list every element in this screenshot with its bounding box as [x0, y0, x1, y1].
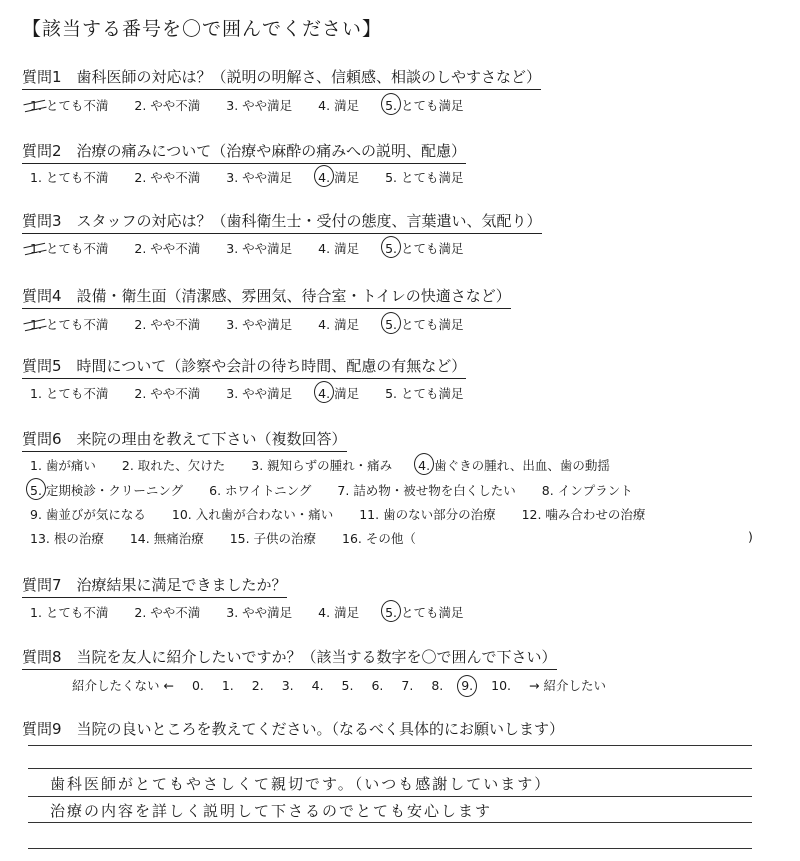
q8-number-7[interactable]: 7.	[401, 678, 414, 693]
handwritten-answer-line-2: 治療の内容を詳しく説明して下さるのでとても安心します	[50, 802, 493, 820]
q8-number-3[interactable]: 3.	[281, 678, 294, 693]
question-7-options	[30, 603, 485, 621]
q7-option-1[interactable]: 1. とても不満	[30, 605, 109, 620]
q8-number-4[interactable]: 4.	[311, 678, 324, 693]
q4-option-5[interactable]: 5. とても満足	[385, 317, 464, 332]
q1-option-2[interactable]: 2. やや不満	[134, 98, 201, 113]
q6-option-13[interactable]: 13. 根の治療	[30, 531, 104, 546]
q5-option-5[interactable]: 5. とても満足	[385, 386, 464, 401]
q6-option-3[interactable]: 3. 親知らずの腫れ・痛み	[251, 458, 393, 473]
q2-option-3[interactable]: 3. やや満足	[226, 170, 293, 185]
q5-option-3[interactable]: 3. やや満足	[226, 386, 293, 401]
question-6-label: 質問6 来院の理由を教えて下さい（複数回答）	[22, 428, 347, 452]
question-2-options	[30, 168, 485, 186]
q6-option-7[interactable]: 7. 詰め物・被せ物を白くしたい	[337, 483, 516, 498]
q8-number-1[interactable]: 1.	[221, 678, 234, 693]
q3-option-3[interactable]: 3. やや満足	[226, 241, 293, 256]
q6-option-10[interactable]: 10. 入れ歯が合わない・痛い	[171, 507, 334, 522]
q1-option-1[interactable]: 1. とても不満	[30, 98, 109, 113]
q6-option-14[interactable]: 14. 無痛治療	[129, 531, 204, 546]
q6-option-15[interactable]: 15. 子供の治療	[229, 531, 317, 546]
q4-option-4[interactable]: 4. 満足	[318, 317, 360, 332]
answer-line-5	[28, 848, 752, 849]
q6-row-3	[30, 505, 667, 523]
question-1-options	[30, 96, 485, 114]
q6-option-11[interactable]: 11. 歯のない部分の治療	[359, 507, 496, 522]
q5-option-2[interactable]: 2. やや不満	[134, 386, 201, 401]
q8-left-label: 紹介したくない ←	[72, 678, 174, 693]
q1-option-3[interactable]: 3. やや満足	[226, 98, 293, 113]
q6-option-8[interactable]: 8. インプラント	[541, 483, 633, 498]
q8-right-label: → 紹介したい	[529, 678, 606, 693]
q4-option-3[interactable]: 3. やや満足	[226, 317, 293, 332]
question-4-options	[30, 315, 485, 333]
question-4-label: 質問4 設備・衛生面（清潔感、雰囲気、待合室・トイレの快適さなど）	[22, 285, 511, 309]
question-9-label: 質問9 当院の良いところを教えてください。（なるべく具体的にお願いします）	[22, 720, 565, 738]
question-5-options	[30, 384, 485, 402]
q6-option-1[interactable]: 1. 歯が痛い	[30, 458, 96, 473]
q6-row-1	[30, 456, 632, 474]
q2-option-5[interactable]: 5. とても満足	[385, 170, 464, 185]
q2-option-2[interactable]: 2. やや不満	[134, 170, 201, 185]
q8-scale	[72, 676, 620, 694]
q5-option-1[interactable]: 1. とても不満	[30, 386, 109, 401]
handwritten-answer-line-1: 歯科医師がとてもやさしくて親切です。（いつも感謝しています）	[50, 775, 552, 793]
q2-option-4[interactable]: 4. 満足	[318, 170, 360, 185]
q2-option-1[interactable]: 1. とても不満	[30, 170, 109, 185]
q6-option-5[interactable]: 5. 定期検診・クリーニング	[30, 483, 184, 498]
q4-option-2[interactable]: 2. やや不満	[134, 317, 201, 332]
question-3-options	[30, 239, 485, 257]
q8-number-6[interactable]: 6.	[371, 678, 384, 693]
q3-option-1[interactable]: 1. とても不満	[30, 241, 109, 256]
question-2-label: 質問2 治療の痛みについて（治療や麻酔の痛みへの説明、配慮）	[22, 140, 466, 164]
question-7-label: 質問7 治療結果に満足できましたか？	[22, 574, 287, 598]
q3-option-4[interactable]: 4. 満足	[318, 241, 360, 256]
q7-option-4[interactable]: 4. 満足	[318, 605, 360, 620]
q6-option-16[interactable]: 16. その他（	[342, 531, 416, 546]
q6-option-4[interactable]: 4. 歯ぐきの腫れ、出血、歯の動揺	[418, 458, 610, 473]
q6-option-2[interactable]: 2. 取れた、欠けた	[121, 458, 226, 473]
q7-option-5[interactable]: 5. とても満足	[385, 605, 464, 620]
q8-number-8[interactable]: 8.	[431, 678, 444, 693]
q6-option-9[interactable]: 9. 歯並びが気になる	[30, 507, 146, 522]
q1-option-4[interactable]: 4. 満足	[318, 98, 360, 113]
q8-number-9[interactable]: 9.	[461, 678, 474, 693]
question-8-label: 質問8 当院を友人に紹介したいですか？（該当する数字を〇で囲んで下さい）	[22, 646, 557, 670]
answer-line-4	[28, 822, 752, 823]
answer-line-2	[28, 768, 752, 769]
q8-number-2[interactable]: 2.	[251, 678, 264, 693]
q1-option-5[interactable]: 5. とても満足	[385, 98, 464, 113]
page-title: 【該当する番号を〇で囲んでください】	[22, 18, 383, 40]
q6-other-close-paren: )	[748, 529, 753, 544]
q7-option-3[interactable]: 3. やや満足	[226, 605, 293, 620]
answer-line-3	[28, 796, 752, 797]
answer-line-1	[28, 745, 752, 746]
question-3-label: 質問3 スタッフの対応は？（歯科衛生士・受付の態度、言葉遣い、気配り）	[22, 210, 542, 234]
q8-number-10[interactable]: 10.	[491, 678, 512, 693]
q6-row-4	[30, 529, 438, 547]
q6-option-6[interactable]: 6. ホワイトニング	[209, 483, 312, 498]
q3-option-2[interactable]: 2. やや不満	[134, 241, 201, 256]
q5-option-4[interactable]: 4. 満足	[318, 386, 360, 401]
question-5-label: 質問5 時間について（診察や会計の待ち時間、配慮の有無など）	[22, 355, 466, 379]
q4-option-1[interactable]: 1. とても不満	[30, 317, 109, 332]
question-1-label: 質問1 歯科医師の対応は？（説明の明解さ、信頼感、相談のしやすさなど）	[22, 66, 541, 90]
q3-option-5[interactable]: 5. とても満足	[385, 241, 464, 256]
q6-row-2	[30, 481, 655, 499]
q8-number-5[interactable]: 5.	[341, 678, 354, 693]
q6-option-12[interactable]: 12. 噛み合わせの治療	[521, 507, 646, 522]
q7-option-2[interactable]: 2. やや不満	[134, 605, 201, 620]
q8-number-0[interactable]: 0.	[191, 678, 204, 693]
